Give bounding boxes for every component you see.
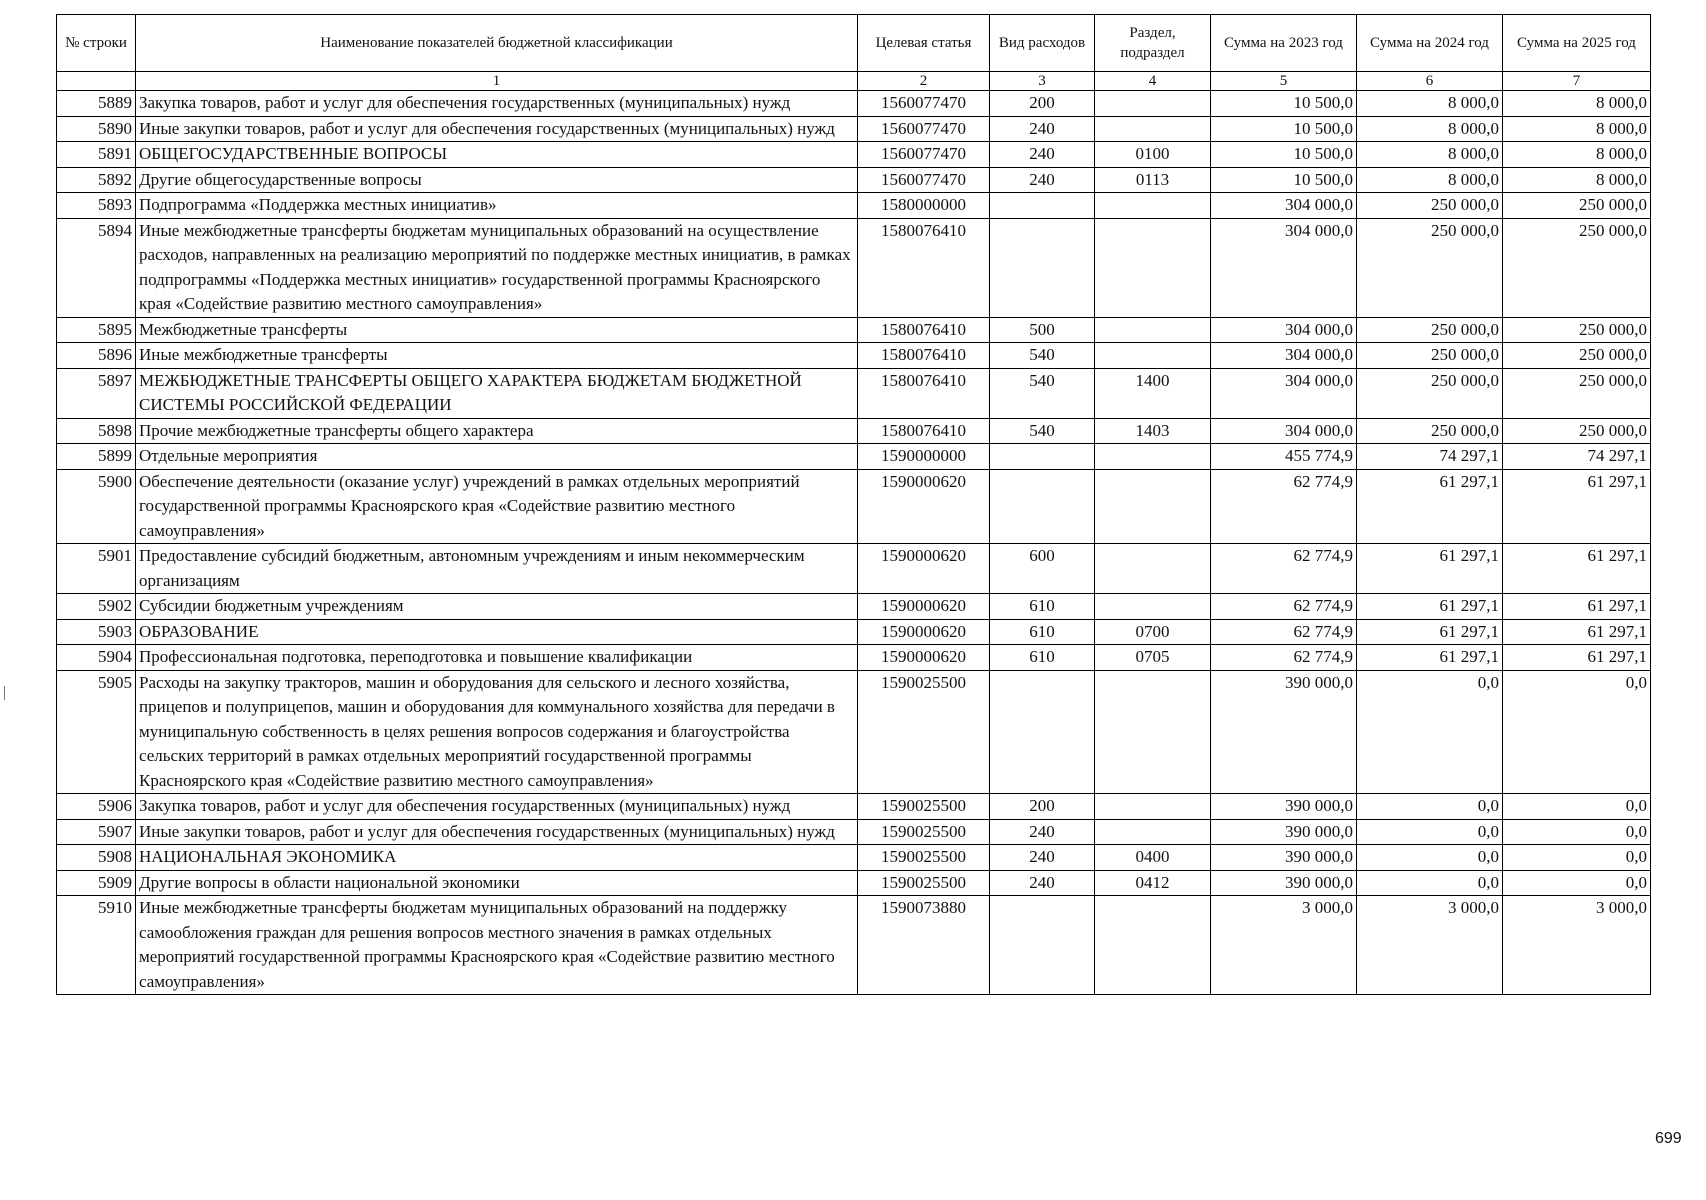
row-name: Иные межбюджетные трансферты (136, 343, 858, 369)
table-row (57, 794, 1651, 820)
row-sum-2023: 304 000,0 (1211, 317, 1357, 343)
header-sum-2024: Сумма на 2024 год (1357, 15, 1503, 72)
row-target-code: 1590000620 (858, 594, 990, 620)
page-number: 699 (1655, 1130, 1682, 1147)
row-number: 5910 (57, 896, 136, 995)
table-row (57, 594, 1651, 620)
column-number: 4 (1095, 72, 1211, 91)
column-numbers-row (57, 72, 1651, 91)
row-target-code: 1580076410 (858, 317, 990, 343)
row-sum-2024: 0,0 (1357, 794, 1503, 820)
row-section-code (1095, 794, 1211, 820)
row-sum-2023: 390 000,0 (1211, 794, 1357, 820)
row-expense-type: 610 (990, 645, 1095, 671)
row-sum-2025: 8 000,0 (1503, 142, 1651, 168)
row-sum-2023: 10 500,0 (1211, 91, 1357, 117)
row-number: 5898 (57, 418, 136, 444)
table-row (57, 645, 1651, 671)
row-sum-2024: 0,0 (1357, 819, 1503, 845)
column-number: 3 (990, 72, 1095, 91)
row-number: 5905 (57, 670, 136, 794)
row-sum-2025: 250 000,0 (1503, 193, 1651, 219)
column-number (57, 72, 136, 91)
row-sum-2023: 62 774,9 (1211, 645, 1357, 671)
row-sum-2023: 62 774,9 (1211, 619, 1357, 645)
row-sum-2023: 390 000,0 (1211, 845, 1357, 871)
row-name: Иные межбюджетные трансферты бюджетам муниципальных образований на осуществление расходов, направленных на реализацию мероприятий по поддержке местных инициатив, в рамках подпрограммы «Поддержка местных инициатив» государственной программы Красноярского края «Содействие развитию местного самоуправления» (136, 218, 858, 317)
row-sum-2025: 0,0 (1503, 670, 1651, 794)
row-expense-type: 610 (990, 594, 1095, 620)
row-section-code (1095, 218, 1211, 317)
table-row (57, 142, 1651, 168)
row-target-code: 1560077470 (858, 91, 990, 117)
row-sum-2024: 0,0 (1357, 670, 1503, 794)
row-name: Подпрограмма «Поддержка местных инициатив» (136, 193, 858, 219)
row-expense-type: 200 (990, 794, 1095, 820)
table-row (57, 91, 1651, 117)
table-row (57, 670, 1651, 794)
header-sum-2023: Сумма на 2023 год (1211, 15, 1357, 72)
row-section-code (1095, 896, 1211, 995)
row-sum-2023: 390 000,0 (1211, 870, 1357, 896)
row-sum-2025: 61 297,1 (1503, 594, 1651, 620)
row-section-code (1095, 594, 1211, 620)
row-section-code: 0700 (1095, 619, 1211, 645)
row-name: Расходы на закупку тракторов, машин и оборудования для сельского и лесного хозяйства, прицепов и полуприцепов, машин и оборудования для коммунального хозяйства для передачи в муниципальную собственность в целях решения вопросов содержания и благоустройства сельских территорий в рамках отдельных мероприятий государственной программы Красноярского края «Содействие развитию местного самоуправления» (136, 670, 858, 794)
row-expense-type: 240 (990, 845, 1095, 871)
row-sum-2024: 250 000,0 (1357, 343, 1503, 369)
row-sum-2024: 250 000,0 (1357, 193, 1503, 219)
row-section-code (1095, 317, 1211, 343)
table-row (57, 544, 1651, 594)
row-sum-2025: 250 000,0 (1503, 418, 1651, 444)
row-target-code: 1580076410 (858, 368, 990, 418)
column-number: 5 (1211, 72, 1357, 91)
row-sum-2024: 8 000,0 (1357, 142, 1503, 168)
row-sum-2025: 61 297,1 (1503, 645, 1651, 671)
column-number: 2 (858, 72, 990, 91)
row-sum-2023: 10 500,0 (1211, 167, 1357, 193)
row-sum-2025: 250 000,0 (1503, 368, 1651, 418)
row-target-code: 1590000620 (858, 469, 990, 544)
table-row (57, 870, 1651, 896)
row-sum-2023: 62 774,9 (1211, 469, 1357, 544)
row-section-code: 0400 (1095, 845, 1211, 871)
row-sum-2024: 250 000,0 (1357, 418, 1503, 444)
column-number: 7 (1503, 72, 1651, 91)
row-expense-type: 600 (990, 544, 1095, 594)
row-target-code: 1590000000 (858, 444, 990, 470)
row-name: Прочие межбюджетные трансферты общего характера (136, 418, 858, 444)
row-section-code (1095, 444, 1211, 470)
row-section-code: 1400 (1095, 368, 1211, 418)
table-row (57, 896, 1651, 995)
row-expense-type: 240 (990, 819, 1095, 845)
row-sum-2023: 390 000,0 (1211, 819, 1357, 845)
row-number: 5907 (57, 819, 136, 845)
row-expense-type: 240 (990, 116, 1095, 142)
table-row (57, 368, 1651, 418)
row-sum-2023: 390 000,0 (1211, 670, 1357, 794)
header-target: Целевая статья (858, 15, 990, 72)
header-sum-2025: Сумма на 2025 год (1503, 15, 1651, 72)
row-sum-2025: 8 000,0 (1503, 91, 1651, 117)
row-sum-2024: 61 297,1 (1357, 619, 1503, 645)
row-sum-2024: 61 297,1 (1357, 594, 1503, 620)
row-expense-type (990, 469, 1095, 544)
budget-sheet (56, 14, 1651, 995)
row-number: 5900 (57, 469, 136, 544)
row-target-code: 1580076410 (858, 218, 990, 317)
column-number: 1 (136, 72, 858, 91)
row-sum-2025: 0,0 (1503, 845, 1651, 871)
row-number: 5895 (57, 317, 136, 343)
row-number: 5896 (57, 343, 136, 369)
table-row (57, 418, 1651, 444)
row-expense-type (990, 193, 1095, 219)
row-sum-2024: 8 000,0 (1357, 167, 1503, 193)
row-section-code (1095, 670, 1211, 794)
row-expense-type (990, 218, 1095, 317)
row-target-code: 1590000620 (858, 544, 990, 594)
row-sum-2024: 250 000,0 (1357, 317, 1503, 343)
row-sum-2023: 304 000,0 (1211, 218, 1357, 317)
table-body (57, 91, 1651, 995)
table-row (57, 343, 1651, 369)
row-expense-type (990, 896, 1095, 995)
header-expense-type: Вид расходов (990, 15, 1095, 72)
row-number: 5902 (57, 594, 136, 620)
header-section: Раздел, подраздел (1095, 15, 1211, 72)
row-sum-2025: 250 000,0 (1503, 317, 1651, 343)
row-sum-2023: 304 000,0 (1211, 418, 1357, 444)
row-sum-2025: 61 297,1 (1503, 469, 1651, 544)
row-target-code: 1580076410 (858, 343, 990, 369)
row-sum-2024: 3 000,0 (1357, 896, 1503, 995)
row-expense-type: 540 (990, 418, 1095, 444)
row-name: Иные межбюджетные трансферты бюджетам муниципальных образований на поддержку самообложения граждан для решения вопросов местного значения в рамках отдельных мероприятий государственной программы Красноярского края «Содействие развитию местного самоуправления» (136, 896, 858, 995)
row-sum-2024: 61 297,1 (1357, 544, 1503, 594)
row-sum-2023: 304 000,0 (1211, 343, 1357, 369)
row-target-code: 1560077470 (858, 142, 990, 168)
row-sum-2025: 0,0 (1503, 794, 1651, 820)
row-name: Отдельные мероприятия (136, 444, 858, 470)
row-sum-2024: 74 297,1 (1357, 444, 1503, 470)
row-target-code: 1590025500 (858, 819, 990, 845)
row-expense-type: 540 (990, 368, 1095, 418)
row-sum-2024: 250 000,0 (1357, 218, 1503, 317)
row-target-code: 1590025500 (858, 870, 990, 896)
row-sum-2024: 61 297,1 (1357, 469, 1503, 544)
row-section-code: 0705 (1095, 645, 1211, 671)
row-section-code (1095, 469, 1211, 544)
row-sum-2023: 10 500,0 (1211, 142, 1357, 168)
row-target-code: 1590025500 (858, 845, 990, 871)
row-sum-2023: 10 500,0 (1211, 116, 1357, 142)
table-row (57, 845, 1651, 871)
row-target-code: 1580000000 (858, 193, 990, 219)
table-row (57, 218, 1651, 317)
budget-table (56, 14, 1651, 995)
row-name: Иные закупки товаров, работ и услуг для обеспечения государственных (муниципальных) нужд (136, 116, 858, 142)
row-sum-2024: 8 000,0 (1357, 116, 1503, 142)
table-row (57, 819, 1651, 845)
table-row (57, 167, 1651, 193)
row-number: 5889 (57, 91, 136, 117)
row-expense-type (990, 670, 1095, 794)
row-name: ОБРАЗОВАНИЕ (136, 619, 858, 645)
row-sum-2023: 3 000,0 (1211, 896, 1357, 995)
row-sum-2023: 62 774,9 (1211, 544, 1357, 594)
row-target-code: 1590025500 (858, 670, 990, 794)
row-sum-2025: 3 000,0 (1503, 896, 1651, 995)
row-target-code: 1560077470 (858, 167, 990, 193)
row-number: 5899 (57, 444, 136, 470)
header-row (57, 15, 1651, 72)
row-section-code (1095, 819, 1211, 845)
row-expense-type (990, 444, 1095, 470)
row-sum-2025: 61 297,1 (1503, 619, 1651, 645)
table-row (57, 317, 1651, 343)
row-name: Межбюджетные трансферты (136, 317, 858, 343)
row-name: Закупка товаров, работ и услуг для обеспечения государственных (муниципальных) нужд (136, 91, 858, 117)
row-number: 5893 (57, 193, 136, 219)
row-number: 5904 (57, 645, 136, 671)
row-target-code: 1590000620 (858, 645, 990, 671)
table-row (57, 116, 1651, 142)
row-name: Другие общегосударственные вопросы (136, 167, 858, 193)
row-number: 5890 (57, 116, 136, 142)
row-sum-2024: 8 000,0 (1357, 91, 1503, 117)
column-number: 6 (1357, 72, 1503, 91)
table-row (57, 193, 1651, 219)
row-sum-2024: 250 000,0 (1357, 368, 1503, 418)
row-section-code: 0412 (1095, 870, 1211, 896)
row-number: 5903 (57, 619, 136, 645)
row-target-code: 1590000620 (858, 619, 990, 645)
row-expense-type: 200 (990, 91, 1095, 117)
row-target-code: 1580076410 (858, 418, 990, 444)
table-row (57, 469, 1651, 544)
row-section-code (1095, 91, 1211, 117)
row-name: МЕЖБЮДЖЕТНЫЕ ТРАНСФЕРТЫ ОБЩЕГО ХАРАКТЕРА БЮДЖЕТАМ БЮДЖЕТНОЙ СИСТЕМЫ РОССИЙСКОЙ ФЕДЕРАЦИИ (136, 368, 858, 418)
row-name: Профессиональная подготовка, переподготовка и повышение квалификации (136, 645, 858, 671)
row-expense-type: 500 (990, 317, 1095, 343)
header-name: Наименование показателей бюджетной классификации (136, 15, 858, 72)
row-number: 5892 (57, 167, 136, 193)
row-sum-2023: 304 000,0 (1211, 368, 1357, 418)
row-number: 5897 (57, 368, 136, 418)
row-name: НАЦИОНАЛЬНАЯ ЭКОНОМИКА (136, 845, 858, 871)
row-section-code: 0113 (1095, 167, 1211, 193)
row-name: Субсидии бюджетным учреждениям (136, 594, 858, 620)
row-sum-2025: 0,0 (1503, 870, 1651, 896)
row-number: 5891 (57, 142, 136, 168)
table-row (57, 619, 1651, 645)
row-section-code (1095, 116, 1211, 142)
row-target-code: 1590073880 (858, 896, 990, 995)
row-name: Закупка товаров, работ и услуг для обеспечения государственных (муниципальных) нужд (136, 794, 858, 820)
row-sum-2025: 61 297,1 (1503, 544, 1651, 594)
row-name: ОБЩЕГОСУДАРСТВЕННЫЕ ВОПРОСЫ (136, 142, 858, 168)
row-section-code: 1403 (1095, 418, 1211, 444)
row-sum-2024: 0,0 (1357, 870, 1503, 896)
row-expense-type: 610 (990, 619, 1095, 645)
row-sum-2025: 250 000,0 (1503, 343, 1651, 369)
row-number: 5908 (57, 845, 136, 871)
row-sum-2023: 62 774,9 (1211, 594, 1357, 620)
row-target-code: 1590025500 (858, 794, 990, 820)
row-target-code: 1560077470 (858, 116, 990, 142)
row-number: 5909 (57, 870, 136, 896)
table-row (57, 444, 1651, 470)
row-name: Предоставление субсидий бюджетным, автономным учреждениям и иным некоммерческим организациям (136, 544, 858, 594)
row-sum-2024: 61 297,1 (1357, 645, 1503, 671)
row-section-code (1095, 193, 1211, 219)
row-sum-2024: 0,0 (1357, 845, 1503, 871)
row-number: 5906 (57, 794, 136, 820)
row-expense-type: 240 (990, 870, 1095, 896)
row-sum-2025: 0,0 (1503, 819, 1651, 845)
row-name: Обеспечение деятельности (оказание услуг) учреждений в рамках отдельных мероприятий государственной программы Красноярского края «Содействие развитию местного самоуправления» (136, 469, 858, 544)
row-sum-2025: 74 297,1 (1503, 444, 1651, 470)
margin-mark (4, 686, 5, 700)
row-expense-type: 540 (990, 343, 1095, 369)
row-expense-type: 240 (990, 142, 1095, 168)
row-sum-2025: 8 000,0 (1503, 167, 1651, 193)
row-name: Другие вопросы в области национальной экономики (136, 870, 858, 896)
row-sum-2025: 8 000,0 (1503, 116, 1651, 142)
row-number: 5901 (57, 544, 136, 594)
row-section-code: 0100 (1095, 142, 1211, 168)
row-expense-type: 240 (990, 167, 1095, 193)
header-row-no: № строки (57, 15, 136, 72)
row-number: 5894 (57, 218, 136, 317)
row-section-code (1095, 343, 1211, 369)
row-sum-2025: 250 000,0 (1503, 218, 1651, 317)
row-section-code (1095, 544, 1211, 594)
row-sum-2023: 455 774,9 (1211, 444, 1357, 470)
row-sum-2023: 304 000,0 (1211, 193, 1357, 219)
row-name: Иные закупки товаров, работ и услуг для обеспечения государственных (муниципальных) нужд (136, 819, 858, 845)
